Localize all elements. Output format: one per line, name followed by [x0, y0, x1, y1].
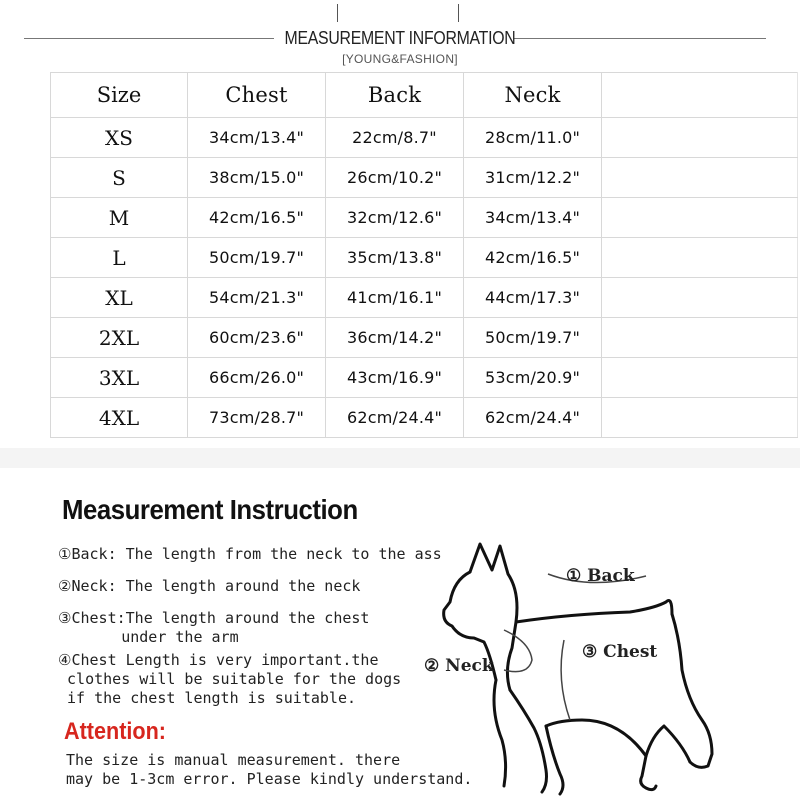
- attention-line-1: The size is manual measurement. there: [66, 751, 401, 769]
- back-cell: 43cm/16.9": [326, 358, 464, 398]
- table-row: [51, 158, 798, 198]
- chest-cell: 73cm/28.7": [188, 398, 326, 438]
- attention-title: Attention:: [64, 718, 166, 745]
- column-header-size: Size: [51, 73, 188, 118]
- column-header-neck: Neck: [464, 73, 602, 118]
- size-cell: 4XL: [51, 398, 188, 438]
- table-row: [51, 278, 798, 318]
- chest-label: ③ Chest: [582, 642, 658, 662]
- chest-cell: 54cm/21.3": [188, 278, 326, 318]
- size-cell: 3XL: [51, 358, 188, 398]
- size-cell: XS: [51, 118, 188, 158]
- instruction-chest-length-cont2: if the chest length is suitable.: [58, 689, 357, 707]
- back-label: ① Back: [566, 566, 635, 586]
- neck-cell: 28cm/11.0": [464, 118, 602, 158]
- neck-cell: 62cm/24.4": [464, 398, 602, 438]
- section-divider: [0, 448, 800, 468]
- back-cell: 22cm/8.7": [326, 118, 464, 158]
- page-subtitle: [YOUNG&FASHION]: [342, 52, 458, 66]
- table-row: [51, 198, 798, 238]
- table-empty-cell: [602, 278, 798, 318]
- header-tick-right: [458, 4, 459, 22]
- dog-chest-leg: [546, 726, 563, 794]
- table-row: [51, 318, 798, 358]
- size-cell: L: [51, 238, 188, 278]
- table-row: [51, 118, 798, 158]
- size-cell: 2XL: [51, 318, 188, 358]
- back-cell: 36cm/14.2": [326, 318, 464, 358]
- attention-line-2: may be 1-3cm error. Please kindly understand.: [66, 770, 473, 788]
- table-empty-cell: [602, 358, 798, 398]
- dog-front-leg-left: [494, 680, 506, 786]
- neck-cell: 31cm/12.2": [464, 158, 602, 198]
- table-row: [51, 238, 798, 278]
- neck-label: ② Neck: [424, 656, 494, 676]
- table-row: [51, 398, 798, 438]
- instruction-chest-length-cont1: clothes will be suitable for the dogs: [58, 670, 402, 688]
- column-header-chest: Chest: [188, 73, 326, 118]
- table-empty-cell: [602, 238, 798, 278]
- back-cell: 41cm/16.1": [326, 278, 464, 318]
- neck-cell: 34cm/13.4": [464, 198, 602, 238]
- chest-measure-line: [561, 640, 570, 720]
- chest-cell: 50cm/19.7": [188, 238, 326, 278]
- table-empty-cell: [602, 398, 798, 438]
- table-header-row: [51, 73, 798, 118]
- dog-rear-leg-outline: [641, 726, 690, 790]
- neck-cell: 42cm/16.5": [464, 238, 602, 278]
- chest-cell: 42cm/16.5": [188, 198, 326, 238]
- table-empty-cell: [602, 73, 798, 118]
- neck-cell: 44cm/17.3": [464, 278, 602, 318]
- instruction-back: ①Back: The length from the neck to the ass: [58, 545, 442, 563]
- table-empty-cell: [602, 158, 798, 198]
- table-empty-cell: [602, 318, 798, 358]
- column-header-back: Back: [326, 73, 464, 118]
- instruction-neck: ②Neck: The length around the neck: [58, 577, 361, 595]
- neck-cell: 50cm/19.7": [464, 318, 602, 358]
- size-cell: M: [51, 198, 188, 238]
- page-title: MEASUREMENT INFORMATION: [284, 28, 516, 48]
- size-cell: S: [51, 158, 188, 198]
- back-cell: 26cm/10.2": [326, 158, 464, 198]
- dog-belly-outline: [546, 720, 646, 756]
- chest-cell: 66cm/26.0": [188, 358, 326, 398]
- instruction-chest-cont: under the arm: [58, 628, 239, 646]
- instruction-chest-length: ④Chest Length is very important.the: [58, 651, 379, 669]
- size-cell: XL: [51, 278, 188, 318]
- chest-cell: 34cm/13.4": [188, 118, 326, 158]
- instruction-title: Measurement Instruction: [62, 494, 358, 525]
- dog-back-outline: [516, 601, 672, 623]
- chest-cell: 38cm/15.0": [188, 158, 326, 198]
- chest-cell: 60cm/23.6": [188, 318, 326, 358]
- header-tick-left: [337, 4, 338, 22]
- neck-cell: 53cm/20.9": [464, 358, 602, 398]
- table-empty-cell: [602, 118, 798, 158]
- back-cell: 35cm/13.8": [326, 238, 464, 278]
- size-table: [50, 72, 798, 438]
- table-empty-cell: [602, 198, 798, 238]
- back-cell: 32cm/12.6": [326, 198, 464, 238]
- table-row: [51, 358, 798, 398]
- instruction-chest: ③Chest:The length around the chest: [58, 609, 370, 627]
- back-cell: 62cm/24.4": [326, 398, 464, 438]
- dog-front-leg-right: [510, 690, 547, 792]
